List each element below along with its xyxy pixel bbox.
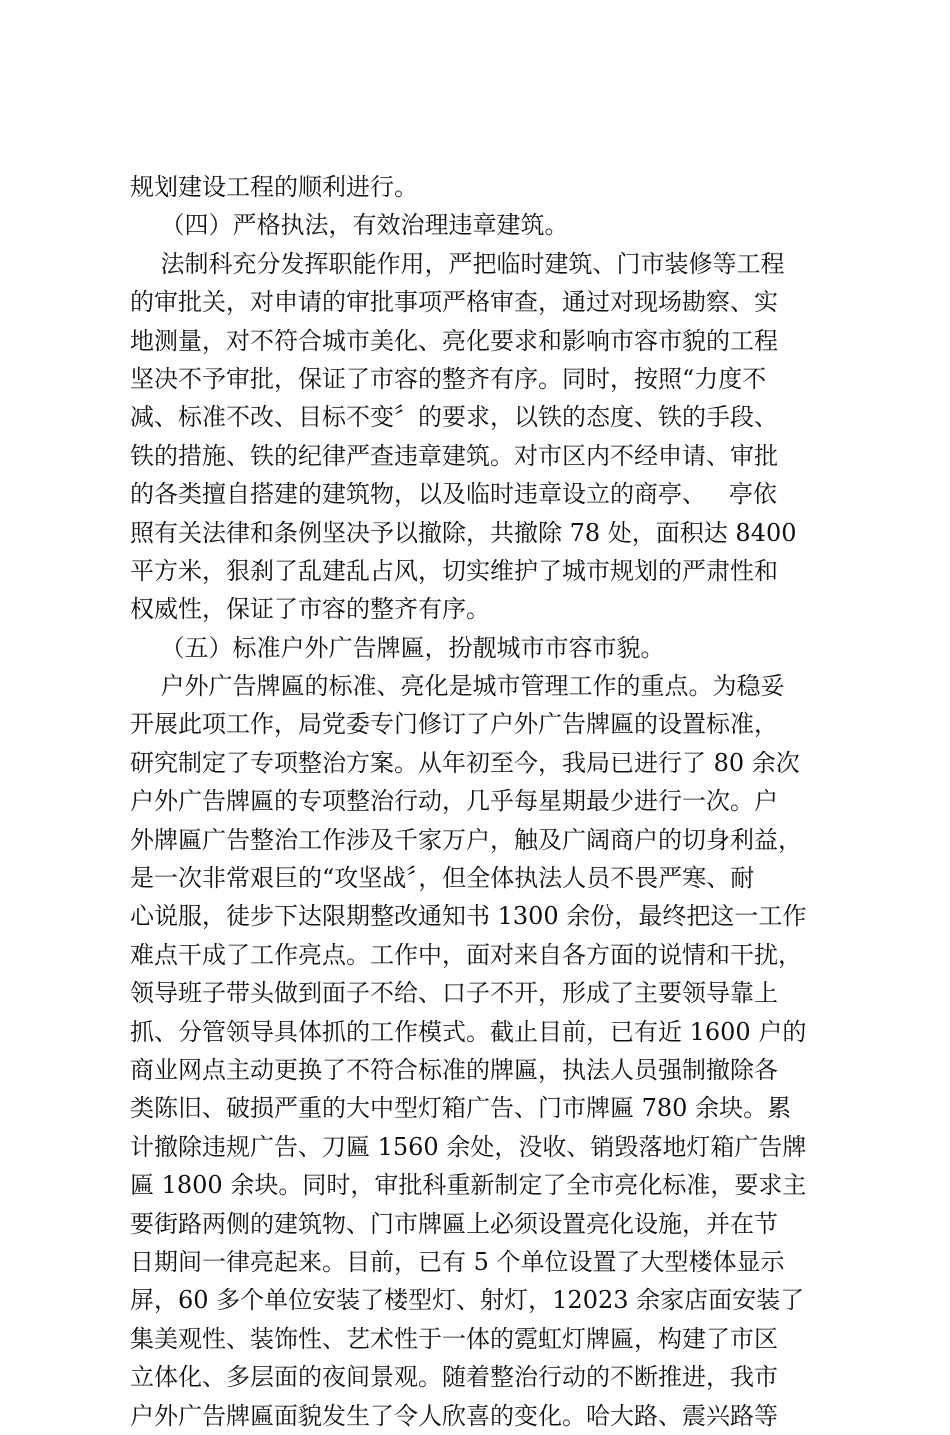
text-line: 坚决不予审批，保证了市容的整齐有序。同时，按照“力度不 [130, 364, 767, 393]
text-line: 集美观性、装饰性、艺术性于一体的霓虹灯牌匾，构建了市区 [130, 1324, 778, 1353]
text-line: 外牌匾广告整治工作涉及千家万户，触及广阔商户的切身利益， [130, 825, 802, 854]
text-line: 减、标准不改、目标不变〞的要求，以铁的态度、铁的手段、 [130, 403, 778, 432]
text-line: 平方米，狠刹了乱建乱占风，切实维护了城市规划的严肃性和 [130, 556, 778, 585]
text-line: 是一次非常艰巨的“攻坚战〞，但全体执法人员不畏严寒、耐 [130, 864, 755, 893]
text-line: 计撤除违规广告、刀匾 1560 余处，没收、销毁落地灯箱广告牌 [130, 1132, 807, 1161]
text-line: 难点干成了工作亮点。工作中，面对来自各方面的说情和干扰， [130, 940, 802, 969]
text-line: 心说服，徒步下达限期整改通知书 1300 余份，最终把这一工作 [130, 902, 807, 931]
text-line: 日期间一律亮起来。目前，已有 5 个单位设置了大型楼体显示 [130, 1247, 785, 1276]
text-line: 的各类擅自搭建的建筑物，以及临时违章设立的商亭、 亭依 [130, 480, 777, 509]
text-line: 匾 1800 余块。同时，审批科重新制定了全市亮化标准，要求主 [130, 1171, 807, 1200]
text-line: 类陈旧、破损严重的大中型灯箱广告、门市牌匾 780 余块。累 [130, 1094, 792, 1123]
document-body [130, 168, 830, 1435]
text-line: 商业网点主动更换了不符合标准的牌匾，执法人员强制撤除各 [130, 1055, 778, 1084]
section-heading-4: （四）严格执法，有效治理违章建筑。 [130, 211, 569, 240]
text-line: 屏，60 多个单位安装了楼型灯、射灯，12023 余家店面安装了 [130, 1286, 805, 1315]
text-line: 法制科充分发挥职能作用，严把临时建筑、门市装修等工程 [130, 249, 785, 278]
text-line: 领导班子带头做到面子不给、口子不开，形成了主要领导靠上 [130, 979, 778, 1008]
text-line: 铁的措施、铁的纪律严查违章建筑。对市区内不经申请、审批 [130, 441, 778, 470]
text-line: 户外广告牌匾面貌发生了令人欣喜的变化。哈大路、震兴路等 [130, 1401, 778, 1430]
text-line: 抓、分管领导具体抓的工作模式。截止目前，已有近 1600 户的 [130, 1017, 807, 1046]
text-line: 照有关法律和条例坚决予以撤除，共撤除 78 处，面积达 8400 [130, 518, 797, 547]
text-line: 的审批关，对申请的审批事项严格审查，通过对现场勘察、实 [130, 288, 778, 317]
text-line: 权威性，保证了市容的整齐有序。 [130, 595, 490, 624]
text-line: 户外广告牌匾的专项整治行动，几乎每星期最少进行一次。户 [130, 787, 778, 816]
text-line: 研究制定了专项整治方案。从年初至今，我局已进行了 80 余次 [130, 748, 800, 777]
text-line: 开展此项工作，局党委专门修订了户外广告牌匾的设置标准， [130, 710, 778, 739]
text-line: 地测量，对不符合城市美化、亮化要求和影响市容市貌的工程 [130, 326, 778, 355]
text-line: 规划建设工程的顺利进行。 [130, 173, 418, 201]
text-line: 户外广告牌匾的标准、亮化是城市管理工作的重点。为稳妥 [130, 672, 785, 701]
text-line: 立体化、多层面的夜间景观。随着整治行动的不断推进，我市 [130, 1363, 778, 1392]
section-heading-5: （五）标准户外广告牌匾，扮靓城市市容市貌。 [130, 633, 665, 662]
text-line: 要街路两侧的建筑物、门市牌匾上必须设置亮化设施，并在节 [130, 1209, 778, 1238]
